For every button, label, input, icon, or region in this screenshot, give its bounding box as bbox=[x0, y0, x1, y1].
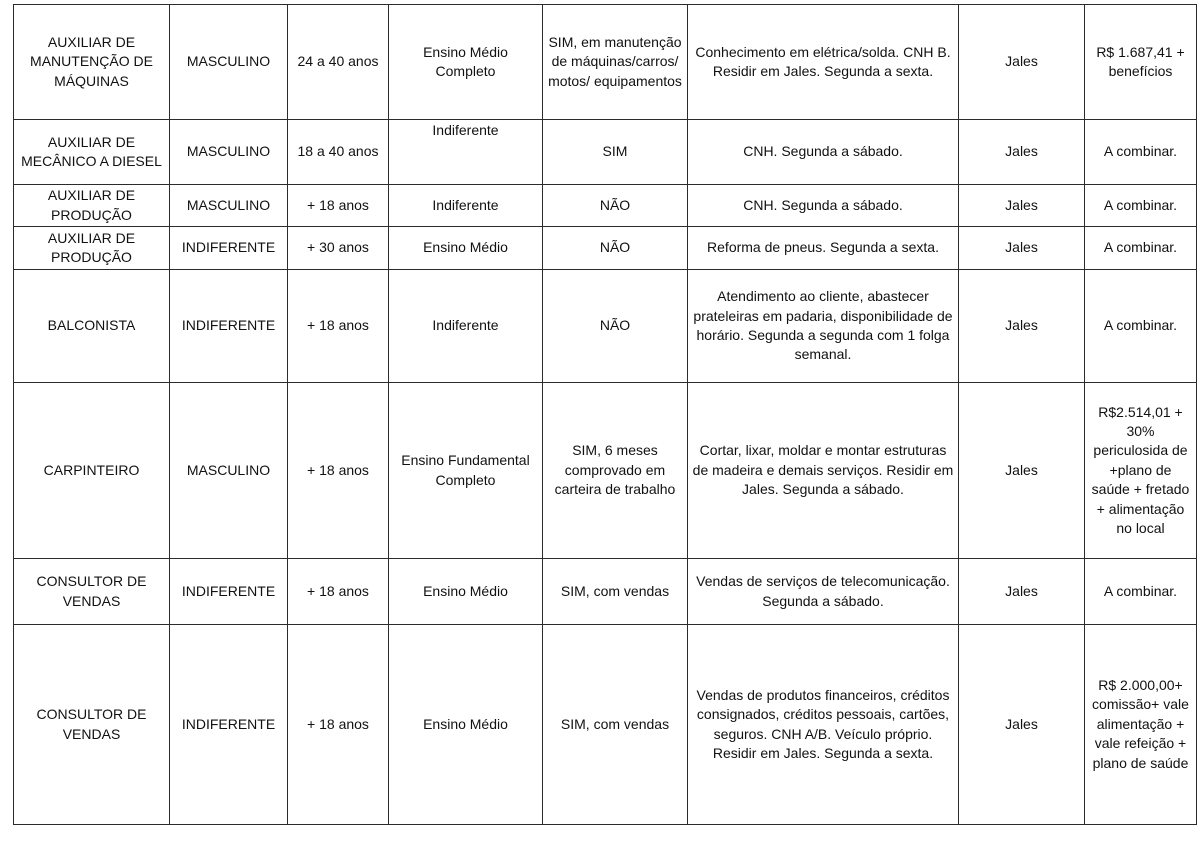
salary-cell: A combinar. bbox=[1085, 559, 1197, 625]
job-title-cell: AUXILIAR DE PRODUÇÃO bbox=[14, 227, 170, 270]
city-cell: Jales bbox=[959, 383, 1085, 559]
education-cell: Indiferente bbox=[389, 185, 543, 227]
age-cell: + 18 anos bbox=[288, 625, 389, 825]
salary-cell: R$2.514,01 + 30% periculosida de +plano de saúde + fretado + alimentação no local bbox=[1085, 383, 1197, 559]
experience-cell: NÃO bbox=[543, 227, 688, 270]
experience-cell: NÃO bbox=[543, 185, 688, 227]
requirements-cell: Atendimento ao cliente, abastecer prateleiras em padaria, disponibilidade de horário. Segunda a segunda com 1 folga semanal. bbox=[688, 270, 959, 383]
gender-cell: INDIFERENTE bbox=[170, 625, 288, 825]
salary-cell: A combinar. bbox=[1085, 185, 1197, 227]
gender-cell: MASCULINO bbox=[170, 185, 288, 227]
requirements-cell: CNH. Segunda a sábado. bbox=[688, 120, 959, 185]
city-cell: Jales bbox=[959, 5, 1085, 120]
gender-cell: MASCULINO bbox=[170, 5, 288, 120]
job-title-cell: AUXILIAR DE PRODUÇÃO bbox=[14, 185, 170, 227]
education-cell: Ensino Médio bbox=[389, 227, 543, 270]
age-cell: + 18 anos bbox=[288, 559, 389, 625]
requirements-cell: Reforma de pneus. Segunda a sexta. bbox=[688, 227, 959, 270]
table-row bbox=[14, 227, 1197, 270]
city-cell: Jales bbox=[959, 185, 1085, 227]
education-cell: Ensino Fundamental Completo bbox=[389, 383, 543, 559]
salary-cell: A combinar. bbox=[1085, 120, 1197, 185]
experience-cell: SIM, em manutenção de máquinas/carros/ motos/ equipamentos bbox=[543, 5, 688, 120]
job-title-cell: BALCONISTA bbox=[14, 270, 170, 383]
salary-cell: R$ 2.000,00+ comissão+ vale alimentação + vale refeição + plano de saúde bbox=[1085, 625, 1197, 825]
age-cell: 24 a 40 anos bbox=[288, 5, 389, 120]
experience-cell: SIM bbox=[543, 120, 688, 185]
age-cell: + 18 anos bbox=[288, 383, 389, 559]
salary-cell: A combinar. bbox=[1085, 227, 1197, 270]
gender-cell: INDIFERENTE bbox=[170, 559, 288, 625]
education-cell: Indiferente bbox=[389, 270, 543, 383]
city-cell: Jales bbox=[959, 559, 1085, 625]
experience-cell: SIM, com vendas bbox=[543, 625, 688, 825]
requirements-cell: Cortar, lixar, moldar e montar estruturas de madeira e demais serviços. Residir em Jales. Segunda a sábado. bbox=[688, 383, 959, 559]
education-cell: Indiferente bbox=[389, 120, 543, 185]
salary-cell: A combinar. bbox=[1085, 270, 1197, 383]
table-row bbox=[14, 270, 1197, 383]
gender-cell: MASCULINO bbox=[170, 120, 288, 185]
experience-cell: SIM, 6 meses comprovado em carteira de trabalho bbox=[543, 383, 688, 559]
age-cell: + 18 anos bbox=[288, 270, 389, 383]
requirements-cell: Conhecimento em elétrica/solda. CNH B. Residir em Jales. Segunda a sexta. bbox=[688, 5, 959, 120]
education-cell: Ensino Médio bbox=[389, 625, 543, 825]
requirements-cell: Vendas de produtos financeiros, créditos consignados, créditos pessoais, cartões, seguros. CNH A/B. Veículo próprio. Residir em Jales. Segunda a sexta. bbox=[688, 625, 959, 825]
gender-cell: INDIFERENTE bbox=[170, 227, 288, 270]
table-row bbox=[14, 383, 1197, 559]
table-row bbox=[14, 625, 1197, 825]
job-title-cell: AUXILIAR DE MECÂNICO A DIESEL bbox=[14, 120, 170, 185]
age-cell: 18 a 40 anos bbox=[288, 120, 389, 185]
city-cell: Jales bbox=[959, 625, 1085, 825]
salary-cell: R$ 1.687,41 + benefícios bbox=[1085, 5, 1197, 120]
table-row bbox=[14, 5, 1197, 120]
education-cell: Ensino Médio bbox=[389, 559, 543, 625]
requirements-cell: Vendas de serviços de telecomunicação. Segunda a sábado. bbox=[688, 559, 959, 625]
age-cell: + 18 anos bbox=[288, 185, 389, 227]
table-row bbox=[14, 120, 1197, 185]
job-title-cell: CONSULTOR DE VENDAS bbox=[14, 625, 170, 825]
city-cell: Jales bbox=[959, 227, 1085, 270]
education-cell: Ensino Médio Completo bbox=[389, 5, 543, 120]
gender-cell: MASCULINO bbox=[170, 383, 288, 559]
city-cell: Jales bbox=[959, 270, 1085, 383]
job-title-cell: CARPINTEIRO bbox=[14, 383, 170, 559]
table-row bbox=[14, 559, 1197, 625]
job-title-cell: CONSULTOR DE VENDAS bbox=[14, 559, 170, 625]
job-title-cell: AUXILIAR DE MANUTENÇÃO DE MÁQUINAS bbox=[14, 5, 170, 120]
experience-cell: SIM, com vendas bbox=[543, 559, 688, 625]
table-row bbox=[14, 185, 1197, 227]
requirements-cell: CNH. Segunda a sábado. bbox=[688, 185, 959, 227]
gender-cell: INDIFERENTE bbox=[170, 270, 288, 383]
age-cell: + 30 anos bbox=[288, 227, 389, 270]
experience-cell: NÃO bbox=[543, 270, 688, 383]
city-cell: Jales bbox=[959, 120, 1085, 185]
job-vacancies-table bbox=[13, 4, 1197, 825]
